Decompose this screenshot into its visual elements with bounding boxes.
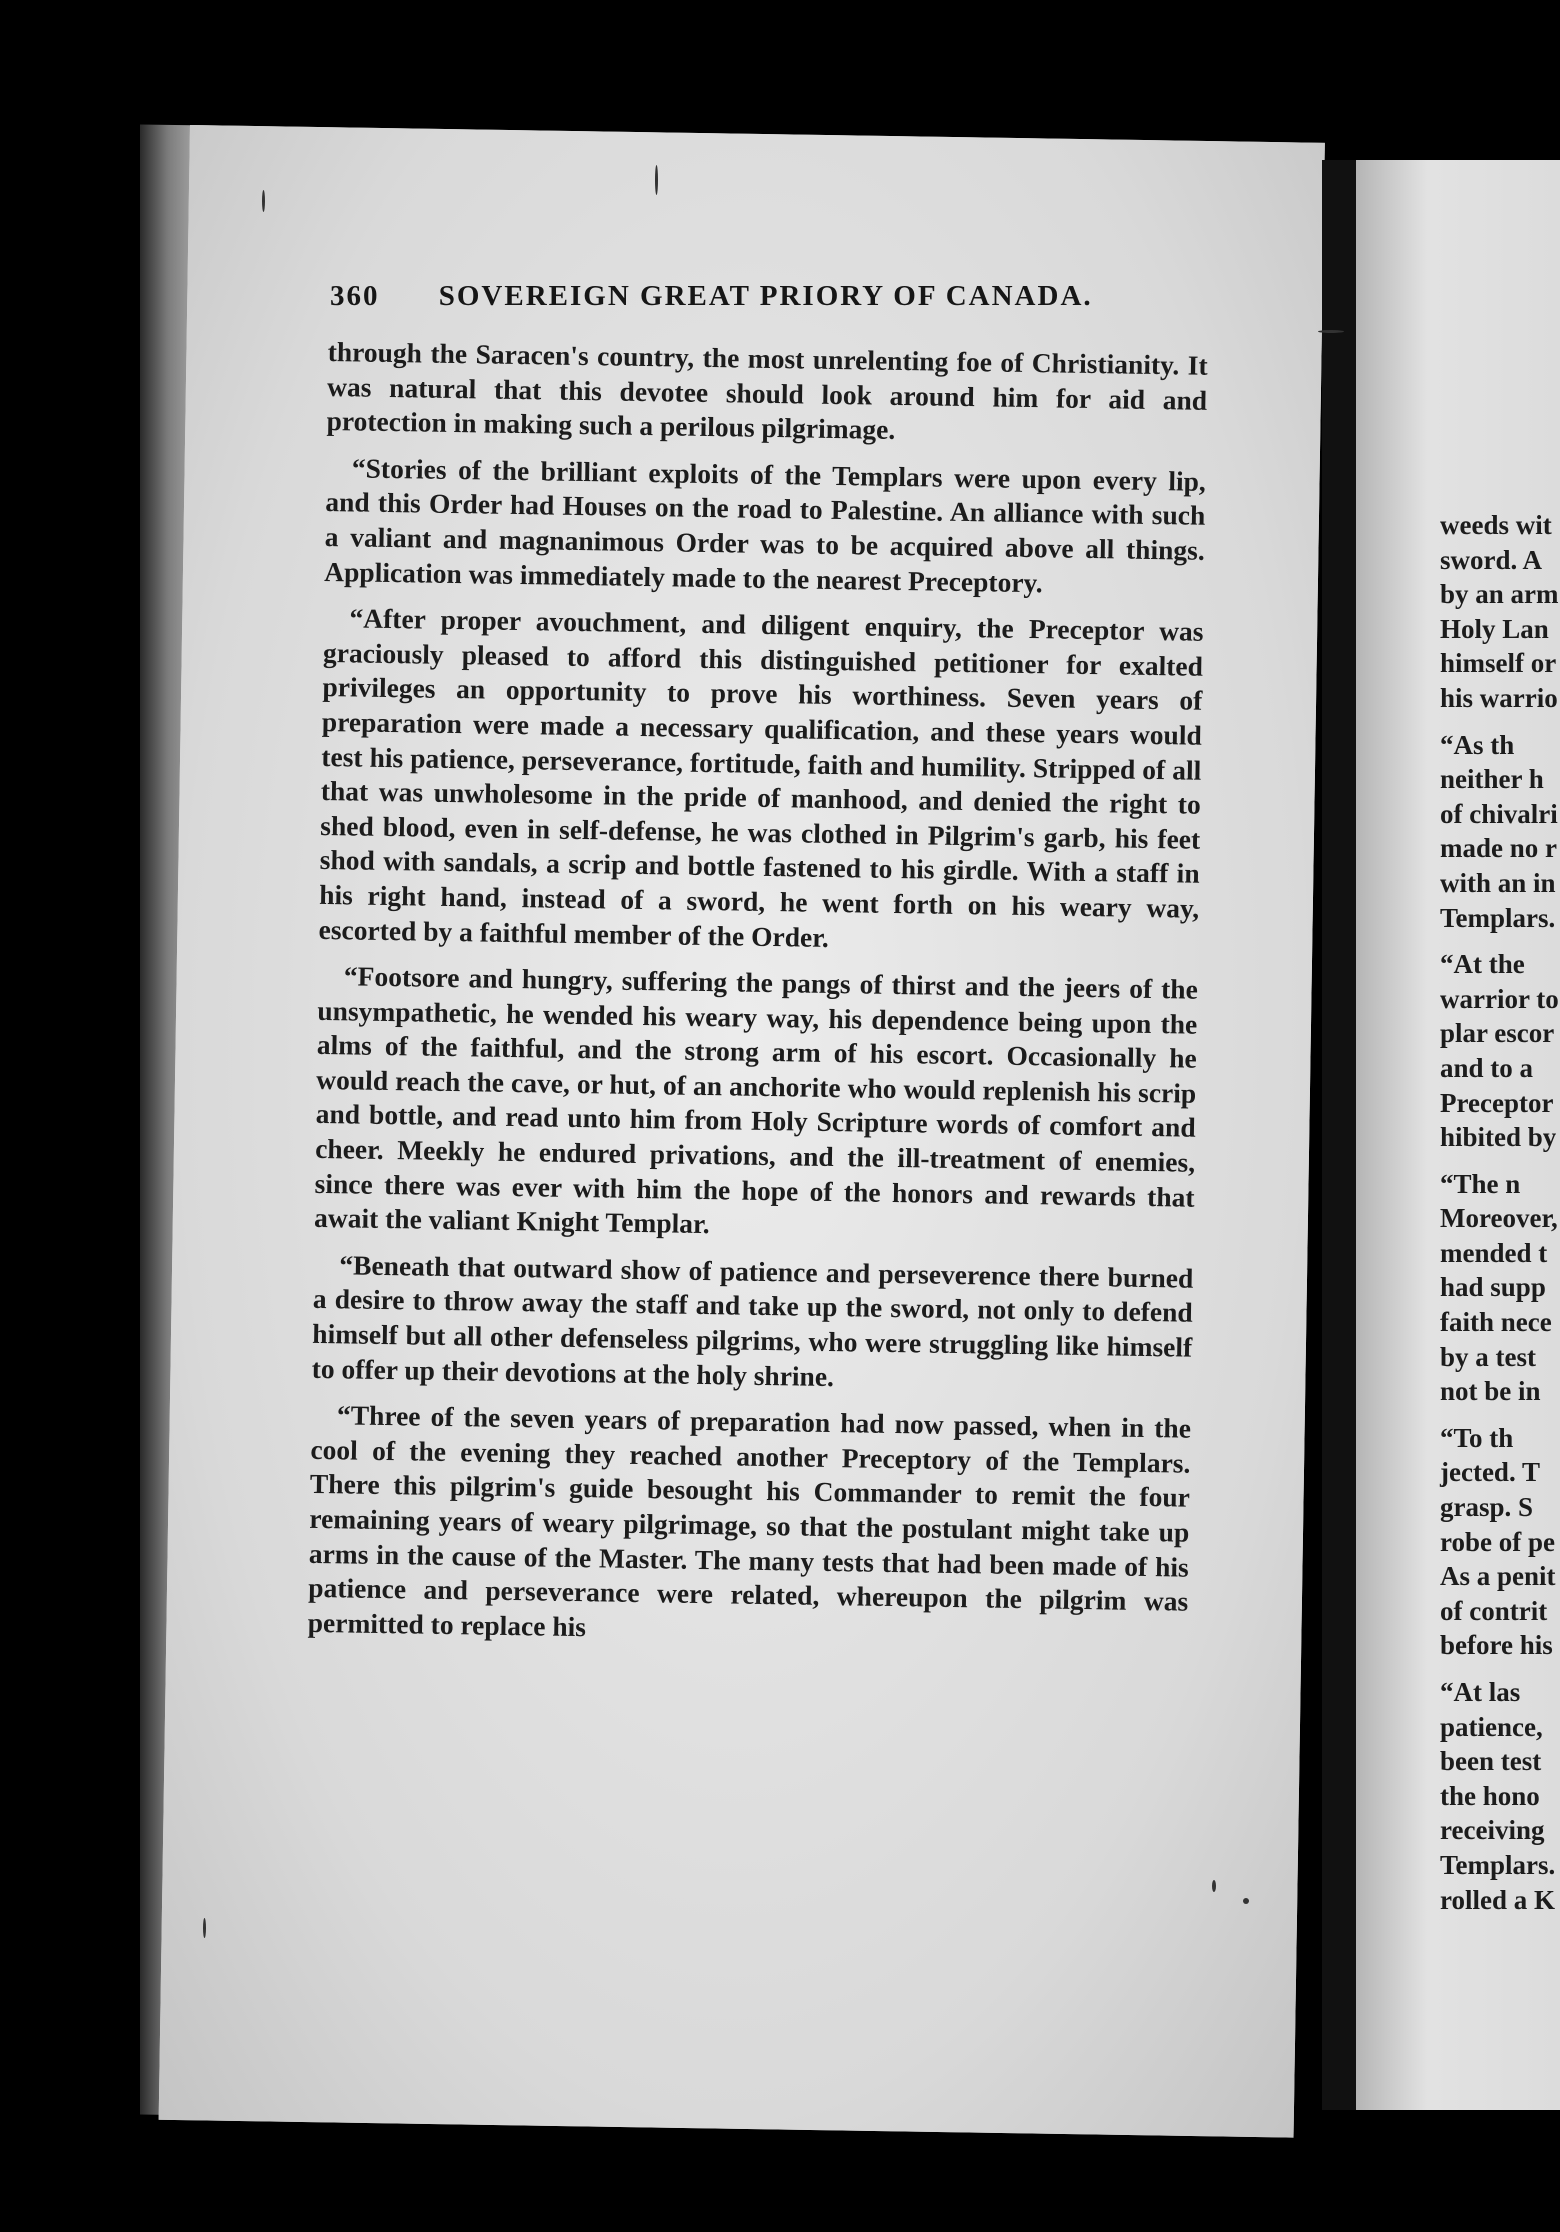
scan-speck bbox=[1212, 1880, 1216, 1892]
line-gap bbox=[1440, 1409, 1560, 1421]
facing-page-line: “At las bbox=[1440, 1677, 1521, 1707]
paragraph: through the Saracen's country, the most unrelenting foe of Christianity. It was natural that this devotee should look around him for aid and protection in making such a perilous pilgrimage. bbox=[326, 335, 1208, 446]
scan-speck bbox=[203, 1918, 206, 1938]
facing-page-line: receiving bbox=[1440, 1815, 1545, 1846]
facing-page-line: had supp bbox=[1440, 1272, 1546, 1303]
facing-page-line: by an arm bbox=[1440, 579, 1559, 610]
paragraph: “Stories of the brilliant exploits of the Templars were upon every lip, and this Order had Houses on the road to Palestine. An alliance with such a valiant and magnanimous Order was to be acquired above all things. Application was immediately made to the nearest Preceptory. bbox=[324, 452, 1207, 598]
page-header bbox=[330, 280, 1220, 313]
running-title: SOVEREIGN GREAT PRIORY OF CANADA. bbox=[438, 280, 1093, 312]
facing-page-line: and to a bbox=[1440, 1052, 1534, 1083]
facing-page-line: weeds wit bbox=[1440, 510, 1552, 540]
paragraph: “After proper avouchment, and diligent enquiry, the Preceptor was graciously pleased to afford this distinguished petitioner for exalted privileges an opportunity to prove his worthiness. Seven years of preparation were made a necessary qualification, and these years would test his patience, perseverance, fortitude, faith and humility. Stripped of all that was unwholesome in the pride of manhood, and denied the right to shed blood, even in self-defense, he was clothed in Pilgrim's garb, his feet shod with sandals, a scrip and bottle fastened to his girdle. With a staff in his right hand, instead of a sword, he went forth on his weary way, escorted by a faithful member of the Order. bbox=[318, 602, 1204, 953]
facing-page-line: hibited by bbox=[1440, 1122, 1557, 1153]
facing-page-line: plar escor bbox=[1440, 1018, 1555, 1049]
scan-speck bbox=[262, 190, 265, 212]
scan-speck bbox=[655, 165, 658, 195]
facing-page-line: of contrit bbox=[1440, 1595, 1548, 1626]
facing-page-line: mended t bbox=[1440, 1237, 1548, 1268]
facing-page-line: “As th bbox=[1440, 729, 1515, 760]
facing-page-line: Moreover, bbox=[1440, 1203, 1558, 1234]
facing-page-line: himself or bbox=[1440, 648, 1557, 679]
facing-page-line: rolled a K bbox=[1440, 1884, 1556, 1915]
facing-page-line: As a penit bbox=[1440, 1561, 1556, 1592]
scan-speck bbox=[1318, 330, 1344, 333]
facing-page-line: the hono bbox=[1440, 1780, 1540, 1811]
facing-page-line: Templars. bbox=[1440, 1849, 1556, 1880]
page-gutter bbox=[1322, 160, 1358, 2110]
facing-page-line: sword. A bbox=[1440, 544, 1543, 575]
facing-page-line: “The n bbox=[1440, 1168, 1521, 1199]
facing-page-line: been test bbox=[1440, 1746, 1542, 1777]
facing-page-line: made no r bbox=[1440, 833, 1557, 864]
facing-page-line: by a test bbox=[1440, 1341, 1536, 1372]
paragraph: “Footsore and hungry, suffering the pangs of thirst and the jeers of the unsympathetic, he wended his weary way, his dependence being upon the alms of the faithful, and the strong arm of his escort. Occasionally he would reach the cave, or hut, of an anchorite who would replenish his scrip and bottle, and read unto him from Holy Scripture words of comfort and cheer. Meekly he endured privations, and the ill-treatment of enemies, since there was ever with him the hope of the honors and rewards that await the valiant Knight Templar. bbox=[313, 960, 1199, 1240]
facing-page-line: robe of pe bbox=[1440, 1526, 1555, 1557]
facing-page-text bbox=[1440, 508, 1560, 1917]
facing-page-line: Holy Lan bbox=[1440, 613, 1549, 644]
facing-page-line: patience, bbox=[1440, 1711, 1543, 1742]
facing-page-line: jected. T bbox=[1440, 1457, 1540, 1488]
facing-page-line: “At the bbox=[1440, 949, 1525, 980]
facing-page-line: neither h bbox=[1440, 764, 1544, 795]
scan-speck bbox=[1243, 1898, 1249, 1904]
line-gap bbox=[1440, 1155, 1560, 1167]
line-gap bbox=[1440, 935, 1560, 947]
facing-page-line: not be in bbox=[1440, 1376, 1541, 1407]
facing-page-line: of chivalri bbox=[1440, 798, 1558, 829]
facing-page-line: Preceptor bbox=[1440, 1087, 1554, 1118]
facing-page-line: before his bbox=[1440, 1630, 1553, 1661]
line-gap bbox=[1440, 716, 1560, 728]
facing-page-line: “To th bbox=[1440, 1422, 1514, 1453]
facing-page-line: his warrio bbox=[1440, 682, 1558, 713]
page-number: 360 bbox=[330, 280, 380, 312]
paragraph: “Beneath that outward show of patience and perseverence there burned a desire to throw away the staff and take up the sword, not only to defend himself but all other defenseless pilgrims, who were struggling like himself to offer up their devotions at the holy shrine. bbox=[311, 1249, 1194, 1392]
body-text bbox=[307, 335, 1208, 1666]
line-gap bbox=[1440, 1663, 1560, 1675]
facing-page-line: warrior to bbox=[1440, 983, 1559, 1014]
paragraph: “Three of the seven years of preparation had now passed, when in the cool of the evening they reached another Preceptory of the Templars. There this pilgrim's guide besought his Commander to remit the four remaining years of weary pilgrimage, so that the postulant might take up arms in the cause of the Master. The many tests that had been made of his patience and perseverance were related, whereupon the pilgrim was permitted to replace his bbox=[307, 1399, 1192, 1642]
facing-page-line: grasp. S bbox=[1440, 1492, 1534, 1523]
facing-page-line: faith nece bbox=[1440, 1307, 1552, 1338]
facing-page-line: Templars. bbox=[1440, 902, 1556, 933]
facing-page-line: with an in bbox=[1440, 867, 1556, 898]
